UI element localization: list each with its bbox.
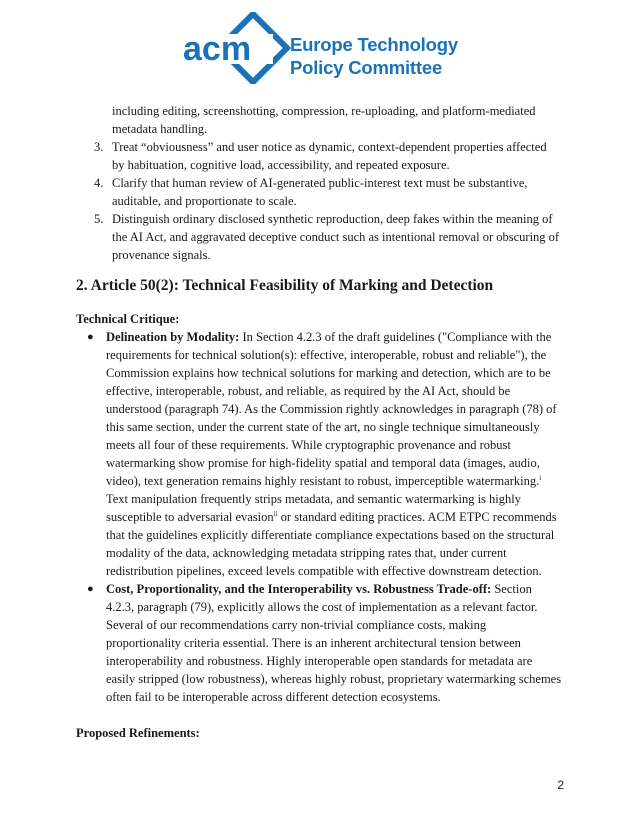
bullet-first-line (106, 580, 532, 598)
acm-etpc-logo (181, 12, 471, 84)
org-name-line2: Policy Committee (290, 57, 443, 78)
bullet-line: 4.2.3, paragraph (79), explicitly allows the cost of implementation as a relevant factor. (106, 600, 538, 614)
list-number: 3. (94, 140, 104, 154)
org-name (290, 33, 458, 79)
acm-logo-lettering: acm (183, 30, 252, 68)
bullet-text: In Section 4.2.3 of the draft guidelines ("Compliance with the (239, 330, 552, 344)
bullet-text: susceptible to adversarial evasion (106, 510, 274, 524)
bullet-line: redistribution pipelines, exceed levels compatible with effective downstream detection. (106, 564, 542, 578)
section-title: 2. Article 50(2): Technical Feasibility of Marking and Detection (76, 277, 494, 294)
bullet-line: modality of the data, acknowledging metadata stripping rates that, under current (106, 546, 507, 560)
list-item-line: the AI Act, and aggravated deceptive conduct such as intentional removal or obscuring of (112, 230, 560, 244)
bullet-line: Commission explains how technical solutions for marking and detection, which are to be (106, 366, 551, 380)
bullet-line: proportionality criteria essential. There is an inherent architectural tension between (106, 636, 521, 650)
bullet-line: that the guidelines explicitly differentiate compliance expectations based on the structural (106, 528, 555, 542)
bullet-line (106, 508, 557, 526)
bullet-line: Several of our recommendations carry non-trivial compliance costs, making (106, 618, 487, 632)
list-number: 5. (94, 212, 104, 226)
bullet-line: often fail to be interoperable across different detection ecosystems. (106, 690, 441, 704)
bullet-text: video), text generation remains highly resistant to robust, imperceptible watermarking. (106, 474, 540, 488)
bullet-marker: ● (87, 583, 94, 595)
bullet-marker: ● (87, 331, 94, 343)
org-name-line1: Europe Technology (290, 34, 458, 55)
bullet-line: watermarking show promise for high-fidelity spatial and temporal data (images, audio, (106, 456, 540, 470)
list-continuation-line: metadata handling. (112, 122, 208, 136)
bullet-line: this same section, under the current state of the art, no single technique simultaneously (106, 420, 540, 434)
bullet-first-line (106, 328, 551, 346)
footnote-marker[interactable]: i (539, 474, 542, 482)
bullet-line: effective, interoperable, robust, and reliable, as required by the AI Act, should be (106, 384, 511, 398)
list-item-line: Treat “obviousness” and user notice as dynamic, context-dependent properties affected (112, 140, 547, 154)
bullet-text: Section (491, 582, 532, 596)
bullet-title: Delineation by Modality: (106, 330, 240, 344)
bullet-line: easily stripped (low robustness), whereas highly robust, proprietary watermarking schemes (106, 672, 562, 686)
proposed-refinements-heading: Proposed Refinements: (76, 726, 200, 740)
bullet-line: Text manipulation frequently strips metadata, and semantic watermarking is highly (106, 492, 521, 506)
footnote-marker[interactable]: ii (273, 510, 278, 518)
bullet-title: Cost, Proportionality, and the Interoperability vs. Robustness Trade-off: (106, 582, 492, 596)
bullet-line (106, 472, 541, 490)
bullet-text: or standard editing practices. ACM ETPC recommends (277, 510, 557, 524)
list-item-line: provenance signals. (112, 248, 211, 262)
list-number: 4. (94, 176, 104, 190)
list-item-line: auditable, and proportionate to scale. (112, 194, 297, 208)
page-number: 2 (557, 778, 564, 792)
bullet-line: understood (paragraph 74). As the Commission rightly acknowledges in paragraph (78) of (106, 402, 557, 416)
list-item-line: by habituation, cognitive load, accessibility, and repeated exposure. (112, 158, 450, 172)
list-continuation-line: including editing, screenshotting, compression, re-uploading, and platform-mediated (112, 104, 536, 118)
list-item-line: Distinguish ordinary disclosed synthetic reproduction, deep fakes within the meaning of (112, 212, 553, 226)
bullet-line: interoperability and robustness. Highly interoperable open standards for metadata are (106, 654, 533, 668)
bullet-line: requirements for technical solution(s): effective, interoperable, robust and reliable"), the (106, 348, 547, 362)
acm-diamond-logo-mark (181, 12, 291, 84)
bullet-line: meets all four of these requirements. While cryptographic provenance and robust (106, 438, 511, 452)
technical-critique-heading: Technical Critique: (76, 312, 180, 326)
list-item-line: Clarify that human review of AI-generated public-interest text must be substantive, (112, 176, 528, 190)
